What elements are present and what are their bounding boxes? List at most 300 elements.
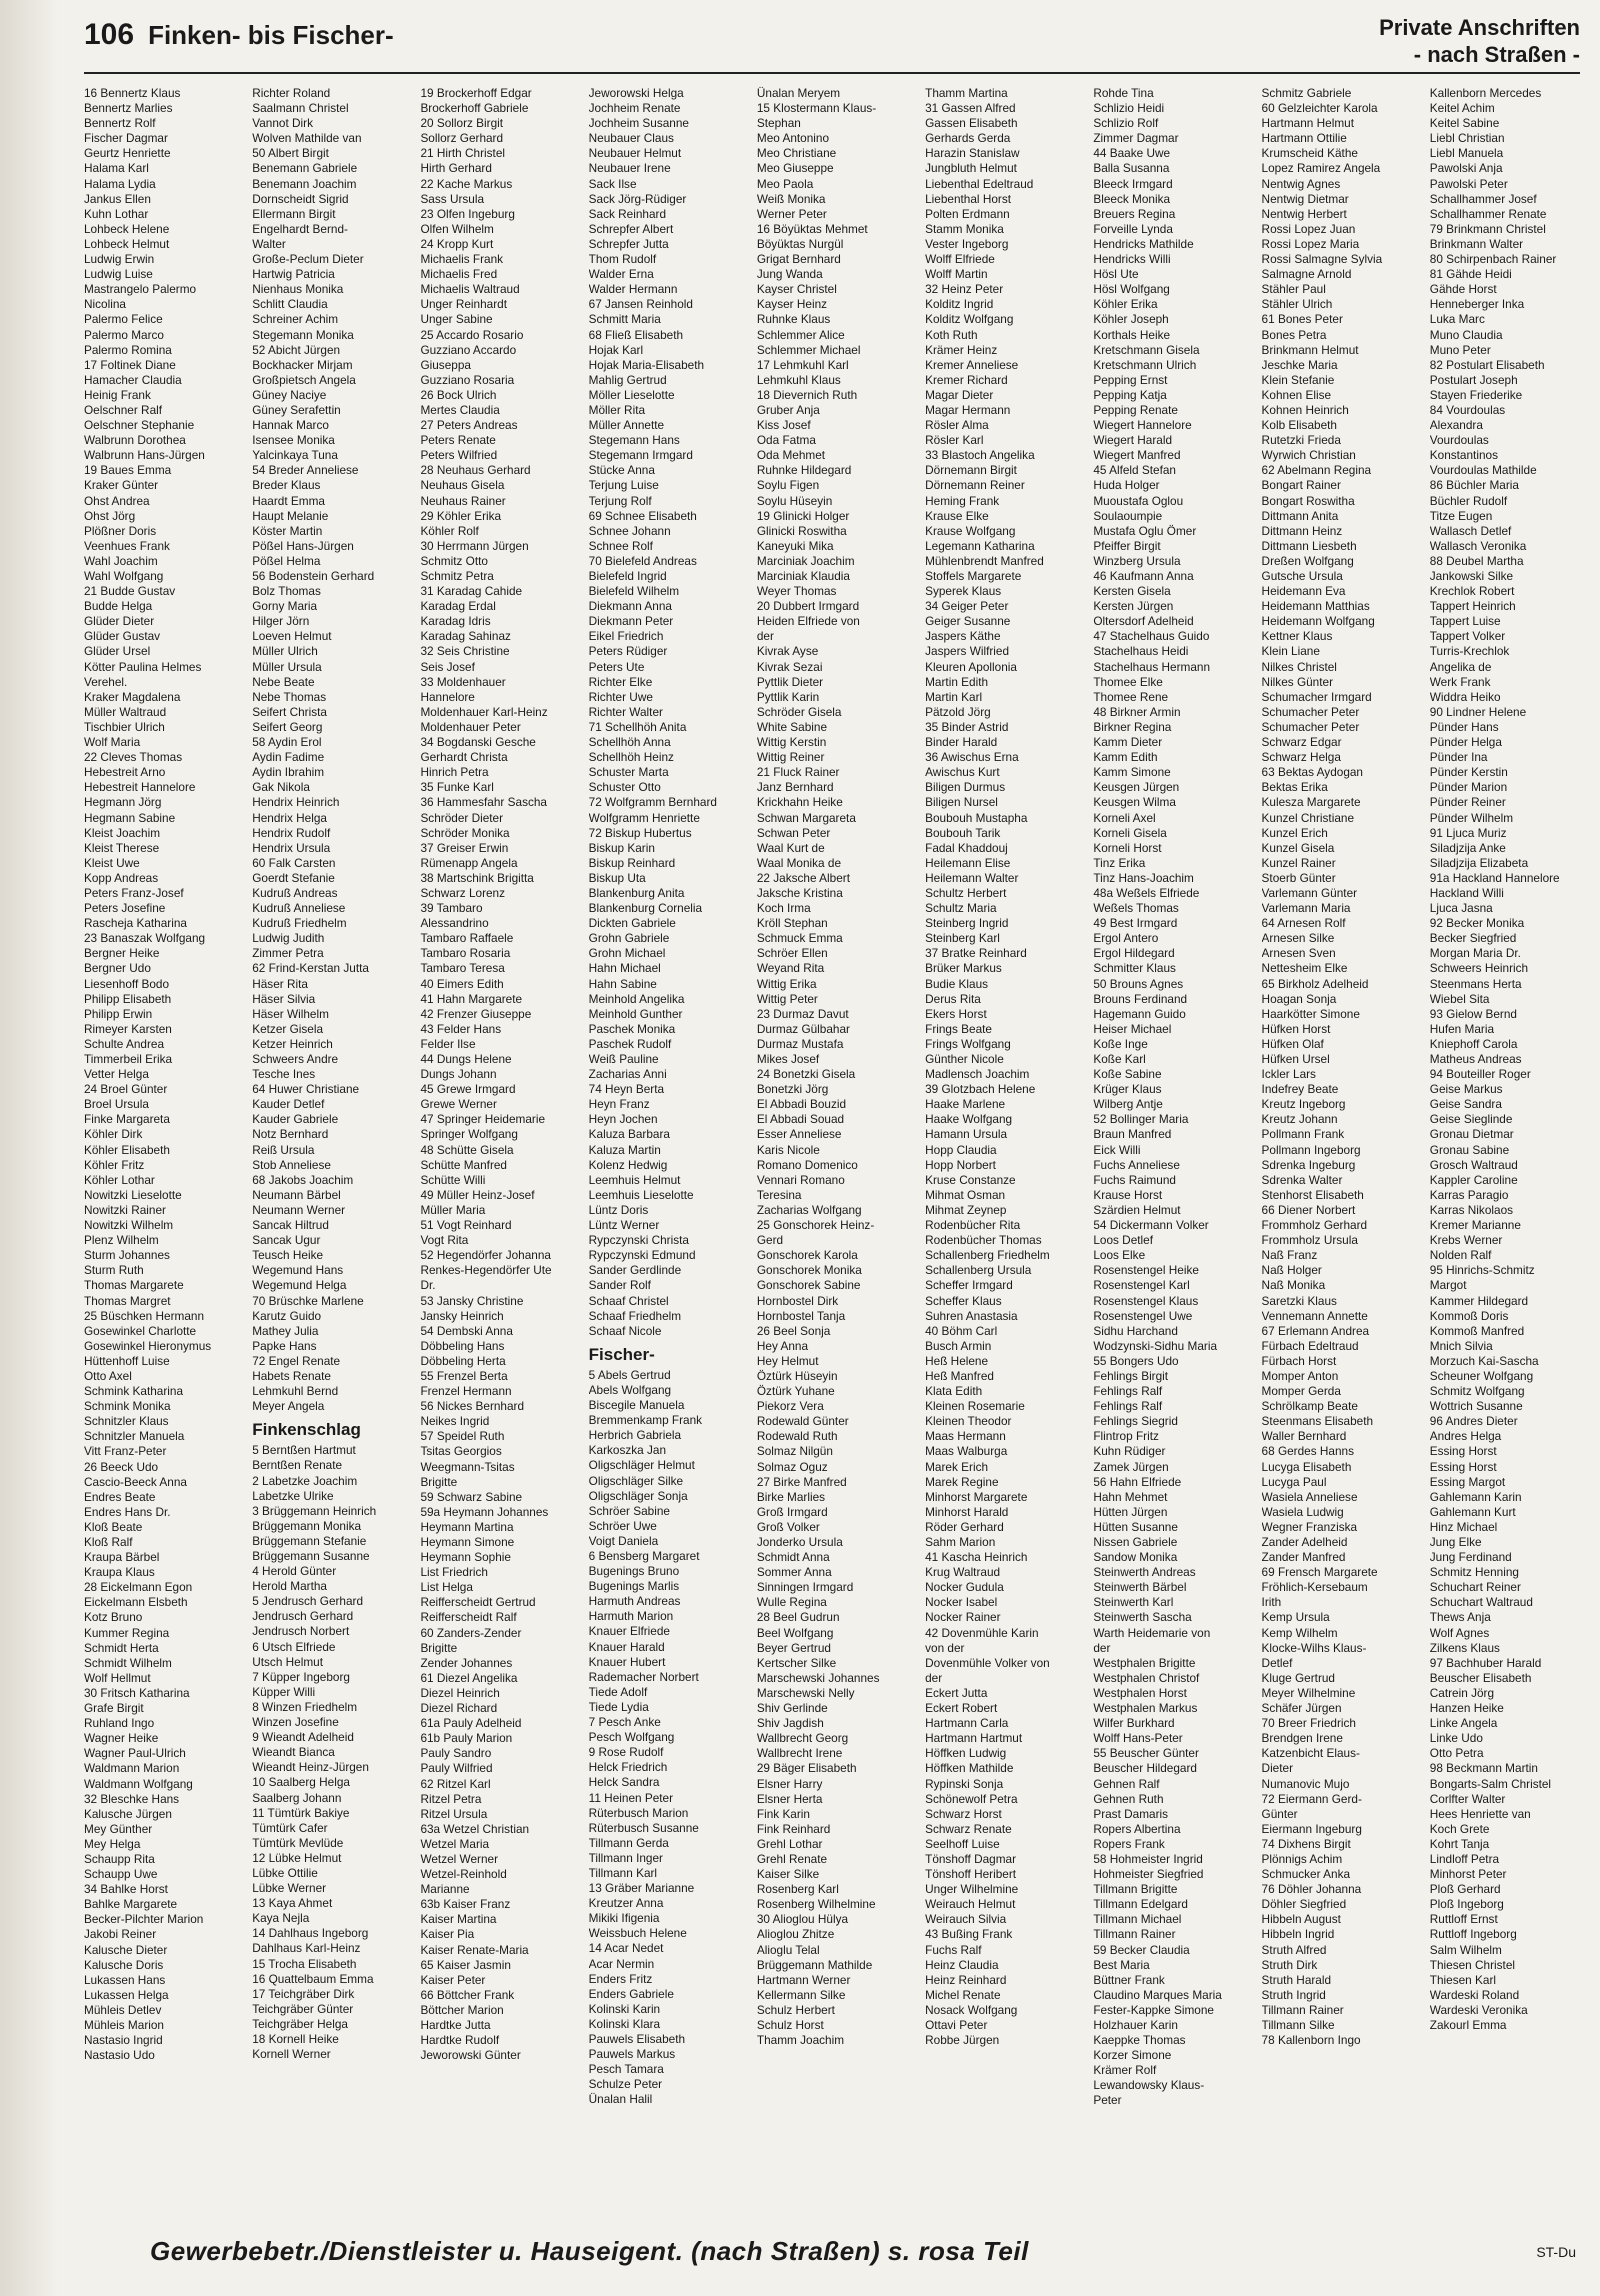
directory-entry: Sidhu Harchand	[1093, 1323, 1178, 1338]
directory-entry: Rüterbusch Susanne	[588, 1820, 699, 1835]
directory-entry: 35 Binder Astrid	[925, 719, 1009, 734]
directory-entry: 82 Postulart Elisabeth	[1429, 357, 1545, 372]
directory-entry: Peters Franz-Josef	[84, 885, 184, 900]
directory-entry: 52 Hegendörfer Johanna	[420, 1248, 551, 1263]
directory-entry: Terjung Luise	[588, 478, 659, 493]
directory-entry: Ruhland Ingo	[84, 1716, 155, 1731]
directory-entry: Nilkes Christel	[1261, 659, 1337, 674]
directory-entry: 72 Eiermann Gerd-	[1261, 1791, 1362, 1806]
directory-entry: Pauly Wilfried	[420, 1761, 493, 1776]
directory-entry: 15 Trocha Elisabeth	[252, 1956, 357, 1971]
directory-entry: Kraupa Klaus	[84, 1565, 155, 1580]
directory-entry: Hornbostel Tanja	[756, 1308, 846, 1323]
directory-entry: Kaiser Renate-Maria	[420, 1942, 529, 1957]
directory-entry: Fehlings Ralf	[1093, 1399, 1163, 1414]
directory-entry: 63a Wetzel Christian	[420, 1821, 530, 1836]
directory-entry: Wegner Franziska	[1261, 1519, 1358, 1534]
directory-entry: Pawolski Anja	[1429, 161, 1503, 176]
directory-entry: Kivrak Sezai	[756, 659, 823, 674]
directory-entry: 55 Bongers Udo	[1093, 1353, 1179, 1368]
directory-entry: 26 Bock Ulrich	[420, 387, 497, 402]
directory-entry: 31 Karadag Cahide	[420, 584, 523, 599]
directory-entry: Meinhold Angelika	[588, 991, 685, 1006]
directory-entry: Otto Axel	[84, 1368, 132, 1383]
directory-entry: 19 Glinicki Holger	[756, 508, 850, 523]
directory-entry: Groß Irmgard	[756, 1504, 828, 1519]
directory-entry: 74 Heyn Berta	[588, 1082, 665, 1097]
directory-entry: Reifferscheidt Gertrud	[420, 1595, 536, 1610]
directory-entry: Häser Wilhelm	[252, 1006, 329, 1021]
directory-entry: 81 Gähde Heidi	[1429, 267, 1512, 282]
directory-entry: Kötter Paulina Helmes	[84, 659, 202, 674]
directory-entry: Henneberger Inka	[1429, 297, 1525, 312]
directory-entry: Bahlke Margarete	[84, 1897, 178, 1912]
directory-entry: Hendricks Mathilde	[1093, 236, 1194, 251]
directory-entry: Sancak Hiltrud	[252, 1218, 329, 1233]
directory-entry: Kraker Magdalena	[84, 689, 181, 704]
directory-entry: Walter	[252, 236, 286, 251]
directory-entry: Rodewald Ruth	[756, 1429, 838, 1444]
directory-entry: Stachelhaus Hermann	[1093, 659, 1211, 674]
directory-entry: Ludwig Erwin	[84, 252, 155, 267]
directory-entry: 32 Heinz Peter	[925, 282, 1004, 297]
directory-entry: Schwarz Helga	[1261, 750, 1341, 765]
directory-entry: Madlensch Joachim	[925, 1067, 1030, 1082]
directory-entry: 30 Alioglou Hülya	[756, 1912, 849, 1927]
directory-entry: Minhorst Peter	[1429, 1867, 1507, 1882]
directory-entry: Schmucker Anka	[1261, 1867, 1351, 1882]
directory-entry: Hösl Wolfgang	[1093, 282, 1170, 297]
directory-entry: 52 Bollinger Maria	[1093, 1112, 1189, 1127]
directory-entry: Michel Renate	[925, 1987, 1001, 2002]
directory-entry: Lohbeck Helene	[84, 221, 170, 236]
directory-entry: Westphalen Markus	[1093, 1701, 1198, 1716]
directory-entry: Moldenhauer Peter	[420, 719, 521, 734]
directory-entry: Krause Horst	[1093, 1187, 1163, 1202]
directory-entry: Klein Liane	[1261, 644, 1320, 659]
directory-entry: Wetzel Maria	[420, 1836, 490, 1851]
directory-entry: Gahlemann Karin	[1429, 1489, 1522, 1504]
directory-entry: Tesche Ines	[252, 1067, 316, 1082]
directory-entry: 38 Martschink Brigitta	[420, 870, 534, 885]
directory-entry: Kleinen Theodor	[925, 1414, 1012, 1429]
directory-entry: Michaelis Fred	[420, 267, 498, 282]
directory-entry: Vitt Franz-Peter	[84, 1444, 167, 1459]
directory-entry: Gonschorek Sabine	[756, 1278, 861, 1293]
directory-entry: Nebe Thomas	[252, 689, 327, 704]
directory-entry: Saalberg Johann	[252, 1790, 342, 1805]
directory-entry: 56 Hahn Elfriede	[1093, 1474, 1182, 1489]
directory-entry: 61a Pauly Adelheid	[420, 1716, 522, 1731]
directory-entry: Kaiser Martina	[420, 1912, 497, 1927]
directory-entry: Tillmann Rainer	[1093, 1927, 1176, 1942]
directory-entry: Wolf Maria	[84, 735, 141, 750]
directory-entry: Ohst Jörg	[84, 508, 136, 523]
directory-entry: Pünder Helga	[1429, 735, 1502, 750]
directory-entry: Jochheim Renate	[588, 101, 681, 116]
directory-entry: Loos Elke	[1093, 1248, 1146, 1263]
directory-entry: 21 Budde Gustav	[84, 584, 176, 599]
directory-entry: Hohmeister Siegfried	[1093, 1867, 1204, 1882]
directory-entry: Heiden Elfriede von	[756, 614, 860, 629]
directory-entry: 17 Teichgräber Dirk	[252, 1986, 355, 2001]
directory-entry: Rodenbücher Rita	[925, 1218, 1021, 1233]
directory-entry: Walbrunn Hans-Jürgen	[84, 448, 205, 463]
directory-entry: 59a Heymann Johannes	[420, 1504, 549, 1519]
directory-entry: Döhler Siegfried	[1261, 1897, 1347, 1912]
directory-entry: Hamacher Claudia	[84, 372, 182, 387]
directory-entry: Grehl Lothar	[756, 1836, 823, 1851]
directory-entry: Thiesen Christel	[1429, 1957, 1515, 1972]
directory-entry: Numanovic Mujo	[1261, 1776, 1350, 1791]
street-heading: Finkenschlag	[252, 1420, 361, 1440]
directory-entry: Shiv Jagdish	[756, 1716, 824, 1731]
directory-entry: Corlfter Walter	[1429, 1791, 1506, 1806]
directory-entry: 31 Gassen Alfred	[925, 101, 1016, 116]
directory-entry: Mathey Julia	[252, 1323, 319, 1338]
directory-entry: Marek Regine	[925, 1474, 999, 1489]
directory-entry: Ottavi Peter	[925, 2018, 988, 2032]
directory-entry: 45 Grewe Irmgard	[420, 1082, 516, 1097]
directory-entry: Martin Karl	[925, 689, 983, 704]
directory-entry: Walbrunn Dorothea	[84, 433, 186, 448]
directory-entry: Wolfgramm Henriette	[588, 810, 700, 825]
directory-entry: Liesenhoff Bodo	[84, 976, 170, 991]
directory-entry: Heymann Martina	[420, 1519, 514, 1534]
directory-entry: Schumacher Peter	[1261, 704, 1360, 719]
directory-entry: Schaaf Christel	[588, 1293, 669, 1308]
directory-entry: Oelschner Stephanie	[84, 418, 195, 433]
directory-entry: Papke Hans	[252, 1338, 317, 1353]
directory-entry: Biskup Reinhard	[588, 855, 676, 870]
directory-entry: Martin Edith	[925, 674, 989, 689]
directory-entry: Korneli Gisela	[1093, 825, 1167, 840]
directory-entry: Thom Rudolf	[588, 252, 657, 267]
directory-entry: Fürbach Edeltraud	[1261, 1338, 1359, 1353]
directory-entry: Pünder Ina	[1429, 750, 1488, 765]
directory-entry: Kraupa Bärbel	[84, 1550, 160, 1565]
directory-entry: Oligschläger Helmut	[588, 1458, 695, 1473]
directory-entry: Gosewinkel Hieronymus	[84, 1338, 212, 1353]
directory-entry: Schrepfer Albert	[588, 221, 674, 236]
directory-entry: Mustafa Oglu Ömer	[1093, 523, 1197, 538]
directory-entry: Gonschorek Monika	[756, 1263, 862, 1278]
directory-entry: 32 Bleschke Hans	[84, 1791, 180, 1806]
directory-entry: Köhler Lothar	[84, 1172, 155, 1187]
directory-entry: Jansky Heinrich	[420, 1308, 504, 1323]
directory-entry: Zander Adelheid	[1261, 1535, 1348, 1549]
directory-entry: Kaluza Barbara	[588, 1127, 670, 1142]
directory-entry: Hinz Michael	[1429, 1519, 1498, 1534]
directory-entry: Jochheim Susanne	[588, 116, 689, 131]
directory-entry: Ellermann Birgit	[252, 206, 336, 221]
directory-entry: Ploß Gerhard	[1429, 1882, 1501, 1897]
directory-entry: 54 Breder Anneliese	[252, 463, 359, 478]
directory-entry: Vourdoulas Mathilde	[1429, 463, 1537, 478]
directory-entry: Paschek Monika	[588, 1021, 676, 1036]
directory-entry: Neikes Ingrid	[420, 1414, 490, 1429]
directory-entry: Wasiela Anneliese	[1261, 1489, 1358, 1504]
directory-entry: Elsner Herta	[756, 1791, 823, 1806]
directory-entry: 33 Blastoch Angelika	[925, 448, 1035, 463]
directory-entry: Pößel Hans-Jürgen	[252, 538, 354, 553]
directory-entry: Krug Waltraud	[925, 1565, 1001, 1580]
directory-entry: Palermo Marco	[84, 327, 164, 342]
directory-entry: Meinhold Gunther	[588, 1006, 683, 1021]
directory-entry: Finke Margareta	[84, 1112, 170, 1127]
directory-entry: Gerd	[756, 1233, 784, 1248]
directory-entry: Biscegile Manuela	[588, 1398, 685, 1413]
directory-entry: 68 Jakobs Joachim	[252, 1172, 354, 1187]
directory-entry: Pauly Sandro	[420, 1746, 492, 1761]
directory-entry: 54 Dickermann Volker	[1093, 1218, 1209, 1233]
directory-entry: Glüder Ursel	[84, 644, 151, 659]
directory-entry: 37 Greiser Erwin	[420, 840, 509, 855]
directory-entry: Herbrich Gabriela	[588, 1428, 682, 1443]
directory-entry: 46 Kaufmann Anna	[1093, 569, 1194, 583]
directory-entry: Budie Klaus	[925, 976, 989, 991]
directory-entry: Haupt Melanie	[252, 508, 329, 523]
directory-entry: Meo Christiane	[756, 146, 837, 161]
directory-entry: Schmitt Maria	[588, 312, 661, 327]
directory-entry: Dittmann Anita	[1261, 508, 1339, 523]
directory-entry: Lewandowsky Klaus-	[1093, 2078, 1205, 2093]
directory-entry: Loos Detlef	[1093, 1233, 1154, 1248]
directory-entry: Stoffels Margarete	[925, 569, 1022, 583]
directory-entry: Dittmann Liesbeth	[1261, 538, 1357, 553]
directory-entry: Wetzel-Reinhold	[420, 1867, 507, 1882]
directory-entry: Marek Erich	[925, 1459, 989, 1474]
directory-entry: Wolff Hans-Peter	[1093, 1731, 1183, 1746]
directory-entry: Bonetzki Jörg	[756, 1082, 829, 1097]
directory-entry: 9 Rose Rudolf	[588, 1745, 664, 1760]
directory-entry: Kudruß Anneliese	[252, 901, 346, 916]
directory-entry: Shiv Gerlinde	[756, 1701, 828, 1716]
directory-entry: Rodewald Günter	[756, 1414, 849, 1429]
directory-entry: 44 Dungs Helene	[420, 1052, 512, 1066]
directory-entry: Hackland Willi	[1429, 885, 1504, 900]
directory-entry: Bongarts-Salm Christel	[1429, 1776, 1552, 1791]
directory-entry: 93 Gielow Bernd	[1429, 1006, 1517, 1021]
directory-entry: Lukassen Helga	[84, 1987, 169, 2002]
directory-entry: Hüfken Horst	[1261, 1021, 1331, 1036]
directory-entry: Kolb Elisabeth	[1261, 418, 1337, 433]
directory-entry: Lucyga Elisabeth	[1261, 1459, 1352, 1474]
directory-entry: Waldmann Wolfgang	[84, 1776, 193, 1791]
directory-entry: Stähler Paul	[1261, 282, 1326, 297]
directory-entry: 95 Hinrichs-Schmitz	[1429, 1263, 1535, 1278]
directory-entry: 66 Diener Norbert	[1261, 1202, 1356, 1217]
page-title: Finken- bis Fischer-	[148, 20, 394, 50]
directory-entry: Palermo Romina	[84, 342, 172, 357]
directory-entry: Guzziano Rosaria	[420, 372, 515, 387]
directory-entry: Schmidt Wilhelm	[84, 1655, 172, 1670]
directory-entry: 37 Bratke Reinhard	[925, 946, 1027, 961]
directory-entry: Steenmans Herta	[1429, 976, 1522, 991]
directory-entry: Wieandt Bianca	[252, 1745, 335, 1760]
directory-entry: Steinwerth Karl	[1093, 1595, 1174, 1610]
directory-entry: Jonderko Ursula	[756, 1535, 843, 1549]
directory-entry: 66 Böttcher Frank	[420, 1987, 515, 2002]
directory-entry: Janz Bernhard	[756, 780, 834, 795]
directory-entry: Goerdt Stefanie	[252, 870, 335, 885]
directory-entry: Kommoß Manfred	[1429, 1323, 1525, 1338]
directory-entry: Hey Helmut	[756, 1353, 819, 1368]
directory-entry: Kolditz Wolfgang	[925, 312, 1014, 327]
directory-entry: Diekmann Anna	[588, 599, 672, 614]
directory-entry: Plößner Doris	[84, 523, 157, 538]
directory-entry: 91a Hackland Hannelore	[1429, 870, 1560, 885]
directory-entry: Gähde Horst	[1429, 282, 1497, 297]
directory-entry: Wallasch Veronika	[1429, 538, 1527, 553]
directory-entry: Heß Manfred	[925, 1368, 994, 1383]
directory-entry: Schlizio Rolf	[1093, 116, 1159, 131]
directory-entry: Müller Ursula	[252, 659, 322, 674]
directory-entry: Nettesheim Elke	[1261, 961, 1348, 976]
directory-entry: Keitel Sabine	[1429, 116, 1500, 131]
directory-entry: 22 Kache Markus	[420, 176, 513, 191]
directory-entry: Marschewski Nelly	[756, 1685, 855, 1700]
directory-entry: Nentwig Herbert	[1261, 206, 1347, 221]
directory-entry: Kamm Edith	[1093, 750, 1158, 765]
directory-entry: Ruttloff Ernst	[1429, 1912, 1498, 1927]
directory-entry: Schuster Otto	[588, 780, 661, 795]
directory-entry: Lohbeck Helmut	[84, 236, 170, 251]
directory-entry: Heilemann Elise	[925, 855, 1011, 870]
directory-entry: Köhler Joseph	[1093, 312, 1169, 327]
directory-column	[1262, 86, 1416, 2216]
directory-entry: Jankowski Silke	[1429, 569, 1514, 583]
directory-entry: Alessandrino	[420, 916, 489, 931]
directory-entry: Glinicki Roswitha	[756, 523, 847, 538]
directory-entry: Dörnemann Reiner	[925, 478, 1025, 493]
directory-entry: Nowitzki Rainer	[84, 1202, 166, 1217]
directory-entry: 84 Vourdoulas	[1429, 402, 1506, 417]
directory-entry: der	[925, 1670, 943, 1685]
directory-entry: Hufen Maria	[1429, 1021, 1495, 1036]
directory-entry: Gahlemann Kurt	[1429, 1504, 1516, 1519]
directory-entry: Grosch Waltraud	[1429, 1157, 1518, 1172]
directory-entry: Nowitzki Wilhelm	[84, 1218, 174, 1233]
directory-entry: Wyrwich Christian	[1261, 448, 1356, 463]
directory-entry: Schallhammer Josef	[1429, 191, 1537, 206]
directory-entry: Kalusche Doris	[84, 1957, 164, 1972]
directory-entry: 19 Baues Emma	[84, 463, 172, 478]
directory-entry: Gehnen Ruth	[1093, 1791, 1164, 1806]
directory-entry: Jeschke Maria	[1261, 357, 1338, 372]
directory-entry: Zimmer Dagmar	[1093, 131, 1179, 146]
directory-entry: 35 Funke Karl	[420, 780, 494, 795]
directory-entry: Jendrusch Gerhard	[252, 1609, 354, 1624]
directory-entry: Lehmkuhl Bernd	[252, 1384, 339, 1399]
directory-entry: Mey Günther	[84, 1821, 153, 1836]
directory-entry: Höffken Mathilde	[925, 1761, 1014, 1776]
directory-entry: Fischer Dagmar	[84, 131, 168, 146]
directory-entry: 7 Küpper Ingeborg	[252, 1669, 350, 1684]
directory-entry: Wittig Kerstin	[756, 735, 827, 750]
directory-entry: Schulze Peter	[588, 2077, 663, 2092]
directory-entry: Seifert Christa	[252, 704, 327, 719]
directory-entry: Geise Sandra	[1429, 1097, 1502, 1112]
directory-entry: Bennertz Rolf	[84, 116, 156, 131]
directory-entry: Jeworowski Günter	[420, 2048, 521, 2063]
directory-entry: Bugenings Marlis	[588, 1579, 680, 1594]
directory-entry: Brinkmann Helmut	[1261, 342, 1359, 357]
directory-entry: Angelika de	[1429, 659, 1492, 674]
directory-entry: Kleist Joachim	[84, 825, 161, 840]
directory-entry: Catrein Jörg	[1429, 1685, 1495, 1700]
directory-entry: Günther Nicole	[925, 1052, 1004, 1066]
directory-entry: 69 Frensch Margarete	[1261, 1565, 1378, 1580]
directory-entry: Aydin Fadime	[252, 750, 325, 765]
directory-entry: Dittmann Heinz	[1261, 523, 1343, 538]
directory-entry: 60 Falk Carsten	[252, 855, 336, 870]
directory-entry: 39 Glotzbach Helene	[925, 1082, 1036, 1097]
directory-entry: Hardtke Rudolf	[420, 2033, 500, 2048]
directory-entry: Schmitz Otto	[420, 553, 488, 568]
directory-entry: 36 Awischus Erna	[925, 750, 1019, 765]
directory-entry: Brüggemann Mathilde	[756, 1957, 873, 1972]
directory-entry: Köhler Dirk	[84, 1127, 143, 1142]
directory-entry: Ropers Frank	[1093, 1836, 1165, 1851]
directory-entry: 40 Eimers Edith	[420, 976, 504, 991]
directory-entry: 17 Lehmkuhl Karl	[756, 357, 849, 372]
page-code: ST-Du	[1536, 2244, 1576, 2260]
directory-entry: Rüterbusch Marion	[588, 1805, 689, 1820]
directory-entry: Struth Dirk	[1261, 1957, 1318, 1972]
directory-entry: Beuscher Hildegard	[1093, 1761, 1197, 1776]
directory-entry: Lucyga Paul	[1261, 1474, 1327, 1489]
directory-entry: 24 Kropp Kurt	[420, 236, 494, 251]
directory-entry: Rohde Tina	[1093, 86, 1154, 100]
directory-entry: Pünder Reiner	[1429, 795, 1506, 810]
directory-entry: 20 Sollorz Birgit	[420, 116, 504, 131]
directory-entry: Walder Hermann	[588, 282, 678, 297]
directory-entry: Kohrt Tanja	[1429, 1836, 1490, 1851]
directory-entry: Stayen Friederike	[1429, 387, 1523, 402]
directory-entry: Hahn Sabine	[588, 976, 657, 991]
directory-entry: Weirauch Silvia	[925, 1912, 1007, 1927]
directory-entry: Steinwerth Bärbel	[1093, 1580, 1187, 1595]
directory-entry: Richter Uwe	[588, 689, 653, 704]
directory-entry: Fink Reinhard	[756, 1821, 831, 1836]
directory-entry: Sommer Anna	[756, 1565, 832, 1580]
directory-entry: Westphalen Christof	[1093, 1670, 1200, 1685]
directory-entry: 9 Wieandt Adelheid	[252, 1730, 354, 1745]
directory-entry: Tümtürk Mevlüde	[252, 1835, 344, 1850]
directory-entry: Güney Serafettin	[252, 402, 341, 417]
directory-entry: Schröer Ellen	[756, 946, 828, 961]
directory-entry: Fehlings Ralf	[1093, 1384, 1163, 1399]
directory-entry: Hendrix Rudolf	[252, 825, 331, 840]
directory-entry: Kloß Beate	[84, 1519, 143, 1534]
directory-entry: Korneli Horst	[1093, 840, 1162, 855]
directory-entry: Fuchs Anneliese	[1093, 1157, 1180, 1172]
directory-entry: Reiß Ursula	[252, 1142, 315, 1157]
directory-entry: Biskup Uta	[588, 870, 646, 885]
directory-entry: Rösler Alma	[925, 418, 989, 433]
directory-entry: Kuhn Rüdiger	[1093, 1444, 1166, 1459]
directory-entry: Grafe Birgit	[84, 1701, 144, 1716]
directory-entry: Hegmann Sabine	[84, 810, 176, 825]
directory-entry: Sack Reinhard	[588, 206, 667, 221]
directory-entry: Schallhammer Renate	[1429, 206, 1547, 221]
directory-entry: Rossi Lopez Maria	[1261, 236, 1360, 251]
directory-entry: 25 Gonschorek Heinz-	[756, 1218, 875, 1233]
directory-entry: Wardeski Roland	[1429, 1987, 1520, 2002]
directory-entry: Kretschmann Gisela	[1093, 342, 1200, 357]
directory-entry: Soylu Figen	[756, 478, 820, 493]
